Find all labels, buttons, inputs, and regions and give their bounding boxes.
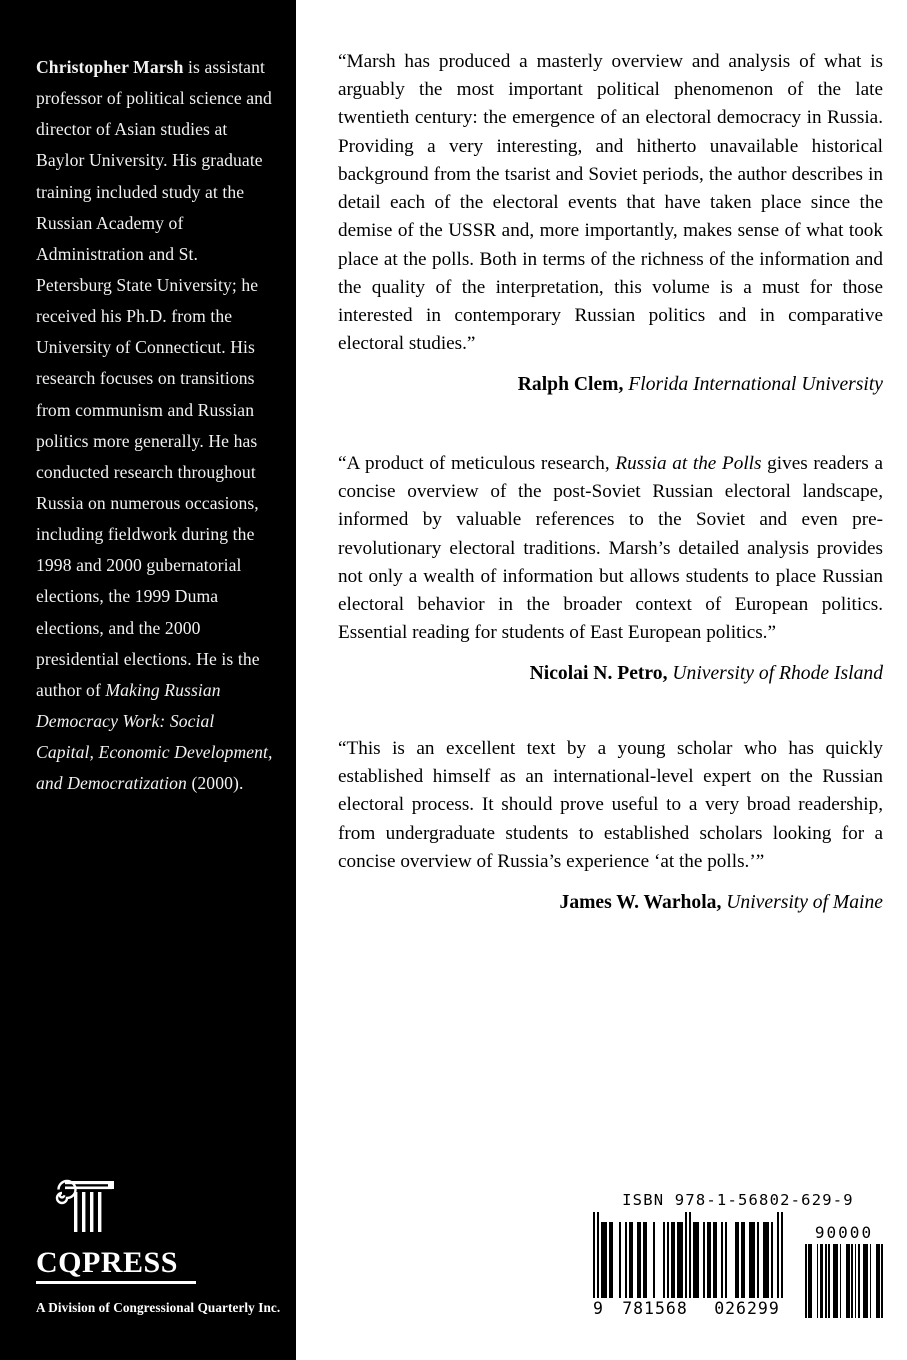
blurb-text [338, 735, 883, 876]
blurb-text-part-1: “This is an excellent text by a young scholar who has quickly established himself as an international-level expert on the Russian electoral process. It should prove useful to a very broad readership, from undergraduate students to established scholars looking for a concise overview of Russia’s experience ‘at the polls.’” [338, 737, 883, 872]
ean13-barcode [593, 1212, 793, 1318]
ean5-addon-barcode [805, 1223, 883, 1318]
blurb-person: Nicolai N. Petro, [529, 663, 668, 685]
publisher-tagline: A Division of Congressional Quarterly Inc. [36, 1300, 281, 1315]
blurb-list [338, 48, 883, 915]
isbn-number: ISBN 978-1-56802-629-9 [622, 1191, 854, 1209]
wordmark-press-cap: P [82, 1246, 101, 1279]
author-bio-text-after-title: (2000). [186, 773, 244, 794]
blurb-attribution [338, 890, 883, 915]
wordmark-cq: CQ [36, 1246, 82, 1279]
blurb-text-part-1: “A product of meticulous research, [338, 452, 616, 474]
barcode-row [593, 1212, 883, 1318]
ean13-digits [593, 1299, 793, 1318]
blurb-attribution [338, 372, 883, 397]
blurbs-panel [296, 0, 907, 1360]
cq-press-wordmark [36, 1248, 286, 1278]
ean5-addon-bars [805, 1244, 883, 1318]
ean13-lead-digit: 9 [593, 1299, 604, 1318]
ean5-addon-digits: 90000 [814, 1223, 874, 1242]
blurb-text-part-2: gives readers a concise overview of the post-Soviet Russian electoral landscape, informed by valuable references to the Soviet and even pre-revolutionary electoral traditions. Marsh’s detailed analysis provides not only a wealth of information but allows students to place Russian electoral behavior in the broader context of European politics. Essential reading for students of East European politics.” [338, 452, 883, 644]
wordmark-press-rest: RESS [100, 1246, 178, 1279]
publisher-logo-block [36, 1175, 286, 1316]
blurb-text [338, 48, 883, 358]
blurb-attribution [338, 661, 883, 686]
blurb-affiliation: University of Maine [726, 891, 883, 913]
ionic-column-icon [52, 1175, 122, 1241]
author-panel [0, 0, 296, 1360]
ean13-left-group: 781568 [622, 1299, 688, 1318]
blurb-item [338, 450, 883, 687]
blurb-affiliation: Florida International University [628, 374, 883, 396]
blurb-text-part-1: “Marsh has produced a masterly overview and analysis of what is arguably the most important political phenomenon of the late twentieth century: the emergence of an electoral democracy in Russia. Providing a very interesting, and hitherto unavailable historical background from the tsarist and Soviet periods, the author describes in detail each of the electoral events that have taken place since the demise of the USSR and, more importantly, makes sense of what took place at the polls. Both in terms of the richness of the information and the quality of the interpretation, this volume is a must for those interested in contemporary Russian politics and in comparative electoral studies.” [338, 51, 883, 355]
blurb-affiliation: University of Rhode Island [672, 663, 883, 685]
author-bio-text-before-title: is assistant professor of political science and director of Asian studies at Baylor University. His graduate training included study at the Russian Academy of Administration and St. Petersburg State University; he received his Ph.D. from the University of Connecticut. His research focuses on transitions from communism and Russian politics more generally. He has conducted research throughout Russia on numerous occasions, including fieldwork during the 1998 and 2000 gubernatorial elections, the 1999 Duma elections, and the 2000 presidential elections. He is the author of [36, 57, 272, 700]
blurb-person: Ralph Clem, [517, 374, 624, 396]
blurb-text [338, 450, 883, 648]
ean13-right-group: 026299 [714, 1299, 780, 1318]
author-bio-paragraph [36, 52, 276, 799]
blurb-item [338, 48, 883, 398]
author-previous-work-title: Making Russian Democracy Work: Social Capital, Economic Development, and Democratization [36, 679, 273, 794]
author-name: Christopher Marsh [36, 57, 184, 77]
isbn-barcode-block [593, 1191, 883, 1318]
ean13-bars [593, 1212, 793, 1298]
blurb-book-title: Russia at the Polls [615, 452, 762, 474]
wordmark-underline [36, 1281, 196, 1284]
blurb-item [338, 735, 883, 916]
blurb-person: James W. Warhola, [559, 891, 722, 913]
